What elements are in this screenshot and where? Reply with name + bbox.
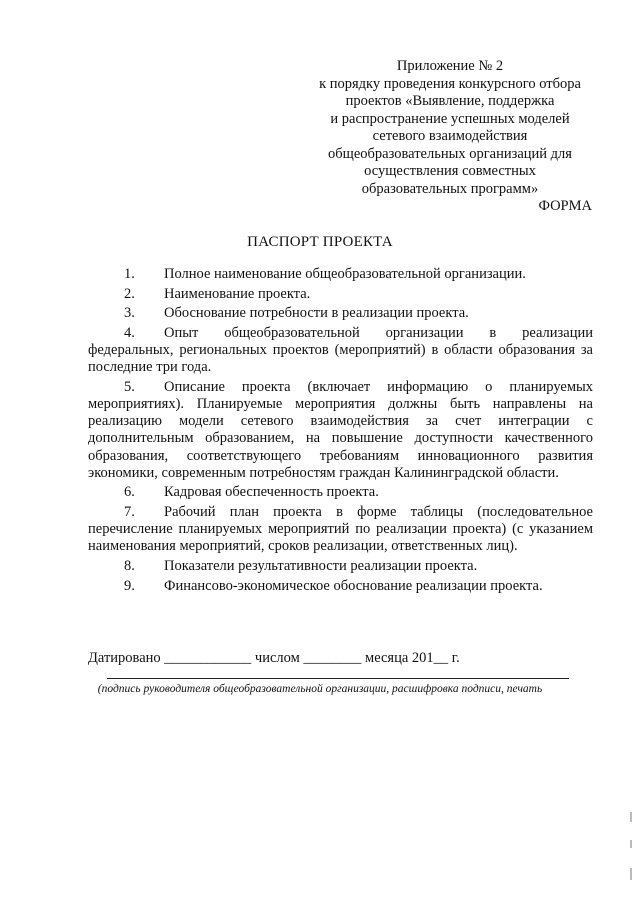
item-text: Наименование проекта. [164, 285, 311, 302]
header-line: осуществления совместных [364, 163, 536, 179]
item-text: Финансово-экономическое обоснование реализации проекта. [164, 577, 543, 594]
page-title: ПАСПОРТ ПРОЕКТА [247, 234, 393, 250]
item-text: Описание проекта (включает информацию о планируемых мероприятиях). Планируемые мероприятия должны быть направлены на реализацию модели сетевого взаимодействия за счет интеграции с дополнительным образованием, на повышение доступности качественного образования, соответствующего требованиям инновационного развития экономики, современным потребностям граждан Калининградской области. [88, 378, 593, 481]
item-number: 2. [124, 285, 135, 302]
list-item [88, 578, 593, 595]
scan-edge-mark [630, 868, 632, 880]
form-label: ФОРМА [538, 198, 592, 214]
item-text: Полное наименование общеобразовательной организации. [164, 266, 526, 282]
scan-edge-mark [630, 812, 632, 822]
header-line: образовательных программ» [361, 180, 539, 197]
appendix-header [300, 58, 600, 198]
item-number: 9. [124, 577, 135, 594]
header-line: к порядку проведения конкурсного отбора [319, 75, 581, 92]
item-text: Опыт общеобразовательной организации в реализации федеральных, региональных проектов (мероприятий) в области образования за последние три года. [88, 324, 593, 376]
list-item [88, 325, 593, 377]
list-item [88, 286, 593, 303]
header-line: Приложение № 2 [396, 58, 504, 74]
list-item [88, 558, 593, 575]
item-number: 7. [124, 503, 135, 520]
item-number: 3. [124, 305, 135, 322]
header-line: и распространение успешных моделей [330, 110, 570, 127]
header-line: проектов «Выявление, поддержка [345, 93, 555, 109]
header-line: сетевого взаимодействия [372, 128, 528, 144]
signature-line [107, 678, 569, 679]
item-number: 4. [124, 324, 135, 341]
header-line: общеобразовательных организаций для [328, 145, 572, 162]
list-item [88, 266, 593, 283]
passport-items-list [88, 266, 593, 597]
item-text: Кадровая обеспеченность проекта. [164, 484, 379, 501]
item-text: Обоснование потребности в реализации проекта. [164, 305, 469, 322]
list-item [88, 305, 593, 322]
item-number: 8. [124, 557, 135, 574]
scan-edge-mark [630, 840, 632, 848]
item-text: Рабочий план проекта в форме таблицы (последовательное перечисление планируемых мероприятий по реализации проекта) (с указанием наименования мероприятий, сроков реализации, ответственных лиц). [88, 503, 593, 555]
dated-line: Датировано ____________ числом ________ месяца 201__ г. [88, 650, 460, 666]
item-number: 5. [124, 378, 135, 395]
item-text: Показатели результативности реализации проекта. [164, 557, 478, 574]
item-number: 6. [124, 484, 135, 501]
list-item [88, 484, 593, 501]
item-number: 1. [124, 266, 135, 282]
list-item [88, 379, 593, 482]
signature-note: (подпись руководителя общеобразовательной организации, расшифровка подписи, печать [97, 683, 543, 695]
list-item [88, 504, 593, 556]
